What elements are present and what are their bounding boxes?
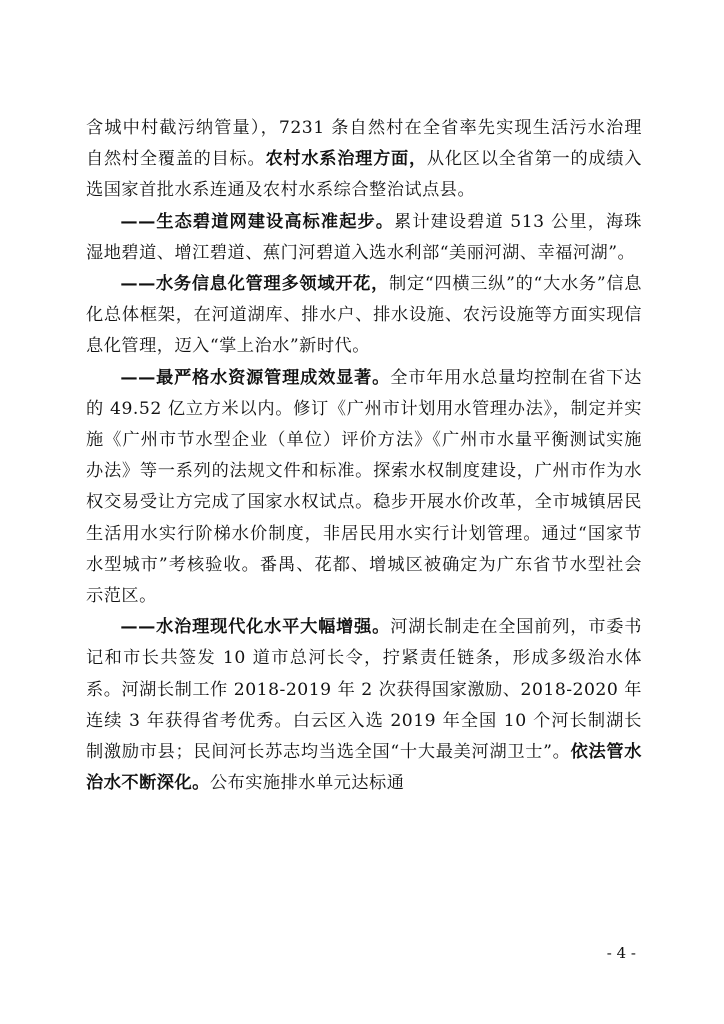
paragraph-text: 全市年用水总量均控制在省下达的 49.52 亿立方米以内。修订《广州市计划用水管理办法》，制定并实施《广州市节水型企业（单位）评价方法》《广州市水量平衡测试实施办法》等一系列的法规文件和标准。探索水权制度建设，广州市作为水权交易受让方完成了国家水权试点。稳步开展水价改革，全市城镇居民生活用水实行阶梯水价制度，非居民用水实行计划管理。通过“国家节水型城市”考核验收。番禺、花都、增城区被确定为广东省节水型社会示范区。 — [86, 367, 642, 607]
bold-heading: ——水治理现代化水平大幅增强。 — [120, 617, 391, 638]
paragraph-text: 从化区以全省第一的成绩入选国家首批水系连通及农村水系综合整治试点县。 — [86, 149, 642, 201]
document-body — [86, 113, 642, 799]
paragraph-modernization — [86, 612, 642, 799]
paragraph-text: 累计建设碧道 513 公里，海珠湿地碧道、增江碧道、蕉门河碧道入选水利部“美丽河湖、幸福河湖”。 — [86, 211, 642, 263]
paragraph-informatization — [86, 269, 642, 363]
bold-heading: ——生态碧道网建设高标准起步。 — [120, 211, 395, 232]
paragraph-text: 含城中村截污纳管量），7231 条自然村在全省率先实现生活污水治理自然村全覆盖的目标。 — [86, 118, 642, 170]
page-number: - 4 - — [606, 944, 636, 962]
paragraph-rural-water — [86, 113, 642, 207]
paragraph-text: 公布实施排水单元达标通 — [209, 773, 405, 794]
paragraph-text: 制定“四横三纵”的“大水务”信息化总体框架，在河道湖库、排水户、排水设施、农污设施等方面实现信息化管理，迈入“掌上治水”新时代。 — [86, 274, 642, 357]
bold-heading: ——水务信息化管理多领域开花， — [120, 274, 390, 295]
paragraph-text: 河湖长制走在全国前列，市委书记和市长共签发 10 道市总河长令，拧紧责任链条，形成多级治水体系。河湖长制工作 2018-2019 年 2 次获得国家激励、2018-2020 年连续 3 年获得省考优秀。白云区入选 2019 年全国 10 个河长制湖长制激励市县；民间河长苏志均当选全国“十大最美河湖卫士”。 — [86, 617, 642, 763]
bold-heading: 农村水系治理方面， — [265, 149, 427, 170]
paragraph-water-resources — [86, 363, 642, 613]
paragraph-greenway — [86, 207, 642, 269]
bold-heading: 依法管水治水不断深化。 — [86, 742, 642, 794]
bold-heading: ——最严格水资源管理成效显著。 — [120, 367, 391, 388]
